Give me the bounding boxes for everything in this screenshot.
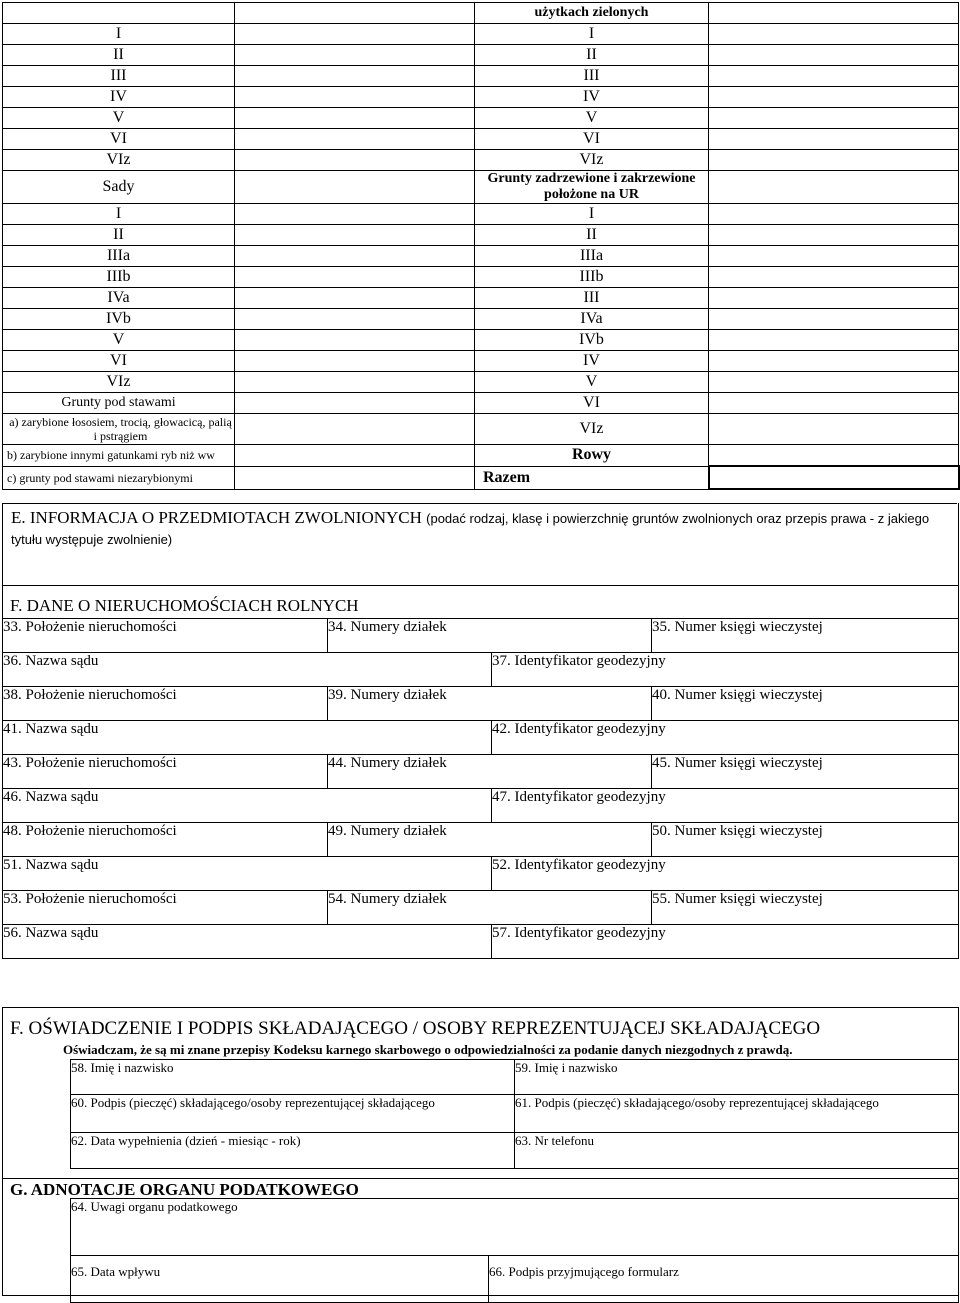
class-right-label: III bbox=[475, 288, 709, 309]
class-right-label: II bbox=[475, 225, 709, 246]
property-geo-label: 47. Identyfikator geodezyjny bbox=[492, 789, 666, 805]
land-class-table bbox=[2, 2, 960, 490]
property-geo-label: 57. Identyfikator geodezyjny bbox=[492, 925, 666, 941]
ponds-b-value[interactable] bbox=[235, 445, 475, 467]
class-row bbox=[3, 66, 959, 87]
class-left-value[interactable] bbox=[235, 87, 475, 108]
field-65[interactable] bbox=[71, 1256, 489, 1303]
property-geo[interactable] bbox=[492, 653, 959, 687]
property-court[interactable] bbox=[3, 721, 492, 755]
section-f-header bbox=[2, 585, 959, 619]
property-court-label: 36. Nazwa sądu bbox=[3, 653, 99, 669]
field-60-label: 60. Podpis (pieczęć) składającego/osoby reprezentującej składającego bbox=[71, 1095, 435, 1110]
class-right-value[interactable] bbox=[709, 87, 959, 108]
class-left-value[interactable] bbox=[235, 372, 475, 393]
property-plots[interactable] bbox=[328, 687, 652, 721]
class-left-value[interactable] bbox=[235, 309, 475, 330]
class-right-value[interactable] bbox=[709, 3, 959, 24]
section-e-note: (podać rodzaj, klasę i powierzchnię gruntów zwolnionych oraz przepis prawa - z jakiego tytułu występuje zwolnienie) bbox=[11, 511, 930, 547]
class-row bbox=[3, 351, 959, 372]
class-right-label: IV bbox=[475, 87, 709, 108]
property-court-label: 51. Nazwa sądu bbox=[3, 857, 99, 873]
class-row bbox=[3, 204, 959, 225]
class-row bbox=[3, 87, 959, 108]
class-left-label: I bbox=[3, 24, 235, 45]
property-book-label: 55. Numer księgi wieczystej bbox=[652, 891, 823, 907]
properties-table bbox=[2, 618, 959, 959]
class-left-label: VI bbox=[3, 351, 235, 372]
class-right-label: III bbox=[475, 66, 709, 87]
class-left-value[interactable] bbox=[235, 330, 475, 351]
property-court-label: 46. Nazwa sądu bbox=[3, 789, 99, 805]
class-right-label: VIz bbox=[475, 150, 709, 171]
property-location-label: 38. Położenie nieruchomości bbox=[3, 687, 177, 703]
class-row bbox=[3, 129, 959, 150]
class-right-label: VI bbox=[475, 393, 709, 414]
property-book[interactable] bbox=[652, 891, 959, 925]
property-location[interactable] bbox=[3, 823, 328, 857]
field-62-label: 62. Data wypełnienia (dzień - miesiąc - rok) bbox=[71, 1133, 301, 1148]
property-geo[interactable] bbox=[492, 721, 959, 755]
property-court-label: 56. Nazwa sądu bbox=[3, 925, 99, 941]
property-location[interactable] bbox=[3, 755, 328, 789]
property-book[interactable] bbox=[652, 619, 959, 653]
class-row bbox=[3, 288, 959, 309]
class-row bbox=[3, 45, 959, 66]
class-right-value[interactable] bbox=[709, 66, 959, 87]
property-geo-label: 42. Identyfikator geodezyjny bbox=[492, 721, 666, 737]
property-plots-label: 39. Numery działek bbox=[328, 687, 447, 703]
property-court-label: 41. Nazwa sądu bbox=[3, 721, 99, 737]
class-right-value[interactable] bbox=[709, 414, 959, 445]
property-plots[interactable] bbox=[328, 619, 652, 653]
class-right-value[interactable] bbox=[709, 351, 959, 372]
property-plots[interactable] bbox=[328, 755, 652, 789]
property-book[interactable] bbox=[652, 755, 959, 789]
field-58[interactable] bbox=[71, 1060, 515, 1095]
property-row bbox=[3, 755, 959, 789]
property-location-label: 53. Położenie nieruchomości bbox=[3, 891, 177, 907]
class-right-label: V bbox=[475, 108, 709, 129]
property-geo[interactable] bbox=[492, 925, 959, 959]
class-right-label: VIz bbox=[475, 414, 709, 445]
section-f-title: F. DANE O NIERUCHOMOŚCIACH ROLNYCH bbox=[10, 596, 359, 615]
class-left-label: VIz bbox=[3, 372, 235, 393]
class-left-value[interactable] bbox=[235, 171, 475, 204]
class-row bbox=[3, 309, 959, 330]
class-left-value[interactable] bbox=[235, 24, 475, 45]
field-64[interactable] bbox=[71, 1199, 959, 1256]
rowy-value[interactable] bbox=[709, 445, 959, 467]
property-row bbox=[3, 619, 959, 653]
property-location-label: 33. Położenie nieruchomości bbox=[3, 619, 177, 635]
property-row bbox=[3, 857, 959, 891]
field-65-label: 65. Data wpływu bbox=[71, 1264, 161, 1279]
class-left-label: IIIb bbox=[3, 267, 235, 288]
class-right-label: IV bbox=[475, 351, 709, 372]
class-left-value[interactable] bbox=[235, 393, 475, 414]
property-row bbox=[3, 687, 959, 721]
class-right-value[interactable] bbox=[709, 309, 959, 330]
class-left-label: IIIa bbox=[3, 246, 235, 267]
class-left-label: IVa bbox=[3, 288, 235, 309]
class-right-label: V bbox=[475, 372, 709, 393]
field-63-label: 63. Nr telefonu bbox=[515, 1133, 595, 1148]
class-left-label: Sady bbox=[3, 171, 235, 204]
class-left-label: II bbox=[3, 45, 235, 66]
property-row bbox=[3, 823, 959, 857]
field-66[interactable] bbox=[489, 1256, 959, 1303]
field-62[interactable] bbox=[71, 1133, 515, 1169]
class-row bbox=[3, 330, 959, 351]
class-right-value[interactable] bbox=[709, 129, 959, 150]
class-right-label: II bbox=[475, 45, 709, 66]
class-left-label: V bbox=[3, 108, 235, 129]
property-plots-label: 44. Numery działek bbox=[328, 755, 447, 771]
signature-title: F. OŚWIADCZENIE I PODPIS SKŁADAJĄCEGO / OSOBY REPREZENTUJĄCEJ SKŁADAJĄCEGO bbox=[10, 1018, 821, 1039]
class-left-value[interactable] bbox=[235, 225, 475, 246]
class-right-value[interactable] bbox=[709, 171, 959, 204]
property-location[interactable] bbox=[3, 687, 328, 721]
section-e bbox=[2, 503, 959, 586]
class-right-label: IIIb bbox=[475, 267, 709, 288]
section-e-top-rule bbox=[2, 503, 957, 504]
property-location[interactable] bbox=[3, 619, 328, 653]
class-row bbox=[3, 108, 959, 129]
field-59-label: 59. Imię i nazwisko bbox=[515, 1060, 618, 1075]
property-row bbox=[3, 789, 959, 823]
class-left-value[interactable] bbox=[235, 66, 475, 87]
class-right-label: IIIa bbox=[475, 246, 709, 267]
class-row bbox=[3, 150, 959, 171]
class-right-label: Grunty zadrzewione i zakrzewione położone na UR bbox=[475, 171, 709, 204]
property-row bbox=[3, 891, 959, 925]
class-row bbox=[3, 393, 959, 414]
property-book-label: 45. Numer księgi wieczystej bbox=[652, 755, 823, 771]
ponds-a-label: a) zarybione łososiem, trocią, głowacicą, palią i pstrągiem bbox=[3, 414, 235, 445]
property-court[interactable] bbox=[3, 857, 492, 891]
class-right-value[interactable] bbox=[709, 225, 959, 246]
property-row bbox=[3, 721, 959, 755]
property-plots-label: 34. Numery działek bbox=[328, 619, 447, 635]
class-row bbox=[3, 466, 959, 489]
class-right-value[interactable] bbox=[709, 393, 959, 414]
property-book[interactable] bbox=[652, 823, 959, 857]
class-row bbox=[3, 225, 959, 246]
class-right-label: IVa bbox=[475, 309, 709, 330]
property-geo[interactable] bbox=[492, 789, 959, 823]
class-right-label: I bbox=[475, 204, 709, 225]
class-right-value[interactable] bbox=[709, 24, 959, 45]
section-e-heading bbox=[3, 503, 958, 555]
class-right-label: użytkach zielonych bbox=[475, 3, 709, 24]
class-right-value[interactable] bbox=[709, 45, 959, 66]
class-left-label: III bbox=[3, 66, 235, 87]
class-left-label: II bbox=[3, 225, 235, 246]
class-right-value[interactable] bbox=[709, 267, 959, 288]
class-left-value[interactable] bbox=[235, 246, 475, 267]
class-left-value[interactable] bbox=[235, 204, 475, 225]
class-right-value[interactable] bbox=[709, 288, 959, 309]
class-left-value[interactable] bbox=[235, 267, 475, 288]
field-61-label: 61. Podpis (pieczęć) składającego/osoby reprezentującej składającego bbox=[515, 1095, 879, 1110]
class-left-value[interactable] bbox=[235, 288, 475, 309]
class-left-label: VI bbox=[3, 129, 235, 150]
class-right-value[interactable] bbox=[709, 246, 959, 267]
class-left-value[interactable] bbox=[235, 150, 475, 171]
class-right-value[interactable] bbox=[709, 150, 959, 171]
field-61[interactable] bbox=[515, 1095, 959, 1133]
property-book[interactable] bbox=[652, 687, 959, 721]
field-66-label: 66. Podpis przyjmującego formularz bbox=[489, 1264, 679, 1279]
class-left-label: I bbox=[3, 204, 235, 225]
rowy-label: Rowy bbox=[475, 445, 709, 467]
statement-text: Oświadczam, że są mi znane przepisy Kodeksu karnego skarbowego o odpowiedzialności za podanie danych niezgodnych z prawdą. bbox=[63, 1042, 793, 1057]
property-book-label: 50. Numer księgi wieczystej bbox=[652, 823, 823, 839]
class-left-value[interactable] bbox=[235, 129, 475, 150]
property-plots-label: 54. Numery działek bbox=[328, 891, 447, 907]
property-court[interactable] bbox=[3, 653, 492, 687]
class-row bbox=[3, 24, 959, 45]
class-right-label: VI bbox=[475, 129, 709, 150]
field-63[interactable] bbox=[515, 1133, 959, 1169]
class-left-value[interactable] bbox=[235, 3, 475, 24]
property-plots[interactable] bbox=[328, 891, 652, 925]
field-64-label: 64. Uwagi organu podatkowego bbox=[71, 1199, 238, 1214]
razem-value[interactable] bbox=[709, 466, 959, 489]
signature-table bbox=[70, 1059, 959, 1169]
ponds-c-label: c) grunty pod stawami niezarybionymi bbox=[3, 466, 235, 489]
property-court[interactable] bbox=[3, 925, 492, 959]
class-row bbox=[3, 372, 959, 393]
section-g-title: G. ADNOTACJE ORGANU PODATKOWEGO bbox=[10, 1180, 359, 1199]
property-geo[interactable] bbox=[492, 857, 959, 891]
class-row bbox=[3, 171, 959, 204]
field-60[interactable] bbox=[71, 1095, 515, 1133]
property-plots-label: 49. Numery działek bbox=[328, 823, 447, 839]
property-book-label: 40. Numer księgi wieczystej bbox=[652, 687, 823, 703]
field-59[interactable] bbox=[515, 1060, 959, 1095]
class-right-value[interactable] bbox=[709, 372, 959, 393]
class-row bbox=[3, 267, 959, 288]
property-row bbox=[3, 925, 959, 959]
class-left-label: VIz bbox=[3, 150, 235, 171]
class-row bbox=[3, 414, 959, 445]
property-location[interactable] bbox=[3, 891, 328, 925]
class-left-value[interactable] bbox=[235, 351, 475, 372]
ponds-b-label: b) zarybione innymi gatunkami ryb niż ww bbox=[3, 445, 235, 467]
class-right-value[interactable] bbox=[709, 204, 959, 225]
property-location-label: 43. Położenie nieruchomości bbox=[3, 755, 177, 771]
section-e-title: E. INFORMACJA O PRZEDMIOTACH ZWOLNIONYCH bbox=[11, 508, 422, 527]
class-right-value[interactable] bbox=[709, 108, 959, 129]
ponds-c-value[interactable] bbox=[235, 466, 475, 489]
section-g-table bbox=[70, 1198, 959, 1303]
ponds-a-value[interactable] bbox=[235, 414, 475, 445]
class-left-value[interactable] bbox=[235, 45, 475, 66]
property-book-label: 35. Numer księgi wieczystej bbox=[652, 619, 823, 635]
property-geo-label: 37. Identyfikator geodezyjny bbox=[492, 653, 666, 669]
property-geo-label: 52. Identyfikator geodezyjny bbox=[492, 857, 666, 873]
class-left-label: IV bbox=[3, 87, 235, 108]
property-plots[interactable] bbox=[328, 823, 652, 857]
class-right-label: I bbox=[475, 24, 709, 45]
class-row bbox=[3, 445, 959, 467]
class-left-label: V bbox=[3, 330, 235, 351]
class-left-label: IVb bbox=[3, 309, 235, 330]
class-left-label bbox=[3, 3, 235, 24]
class-right-value[interactable] bbox=[709, 330, 959, 351]
razem-label: Razem bbox=[475, 466, 709, 489]
property-location-label: 48. Położenie nieruchomości bbox=[3, 823, 177, 839]
property-court[interactable] bbox=[3, 789, 492, 823]
field-58-label: 58. Imię i nazwisko bbox=[71, 1060, 174, 1075]
class-row bbox=[3, 3, 959, 24]
class-right-label: IVb bbox=[475, 330, 709, 351]
class-row bbox=[3, 246, 959, 267]
property-row bbox=[3, 653, 959, 687]
class-left-label: Grunty pod stawami bbox=[3, 393, 235, 414]
class-left-value[interactable] bbox=[235, 108, 475, 129]
